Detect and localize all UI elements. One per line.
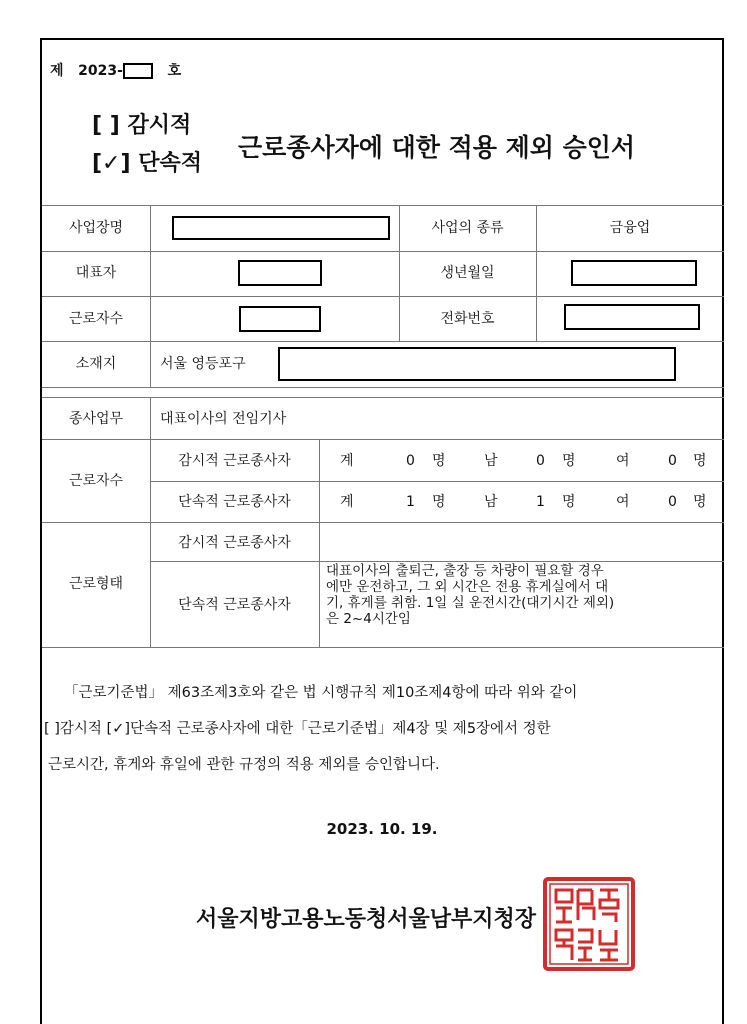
table-rule (42, 397, 724, 398)
worker-row-supervisory-male: 0 (536, 453, 545, 469)
table-rule (150, 561, 724, 562)
redacted-address (278, 347, 676, 381)
worker-row-intermittent-male-unit: 명 (562, 494, 576, 510)
table-rule (42, 439, 724, 440)
statement-line: [ ]감시적 [✓]단속적 근로종사자에 대한「근로기준법」제4장 및 제5장에서 정한 (44, 721, 551, 737)
duty-label: 종사업무 (68, 411, 124, 427)
checkbox-supervisory (92, 108, 191, 139)
duty-value: 대표이사의 전임기사 (160, 411, 287, 427)
location-label: 소재지 (75, 356, 117, 372)
doc-number-suffix: 호 (167, 63, 182, 79)
work-form-supervisory-type: 감시적 근로종사자 (178, 535, 291, 551)
worker-row-intermittent-total: 1 (406, 494, 415, 510)
work-form-line: 에만 운전하고, 그 외 시간은 전용 휴게실에서 대 (326, 579, 609, 595)
issuer-name: 서울지방고용노동청서울남부지청장 (196, 907, 537, 932)
table-rule (42, 251, 724, 252)
worker-row-intermittent-female: 0 (668, 494, 677, 510)
worker-row-intermittent-type: 단속적 근로종사자 (178, 494, 291, 510)
worker-row-intermittent-total-unit: 명 (432, 494, 446, 510)
table-rule (42, 341, 724, 342)
location-value: 서울 영등포구 (160, 356, 246, 372)
redacted-doc-number (123, 63, 153, 79)
worker-row-supervisory-male-unit: 명 (562, 453, 576, 469)
worker-row-supervisory-female-label: 여 (616, 453, 630, 469)
checkbox-supervisory-label: 감시적 (127, 113, 192, 138)
issue-date: 2023. 10. 19. (326, 820, 438, 838)
work-form-line: 대표이사의 출퇴근, 출장 등 차량이 필요할 경우 (326, 563, 604, 579)
redacted-business-name (172, 216, 390, 240)
worker-row-intermittent-male: 1 (536, 494, 545, 510)
redacted-representative (238, 260, 322, 286)
table-rule (42, 205, 724, 206)
worker-row-supervisory-male-label: 남 (484, 453, 498, 469)
business-name-label: 사업장명 (68, 220, 124, 236)
table-rule (42, 522, 724, 523)
worker-row-supervisory-female-unit: 명 (693, 453, 707, 469)
phone-label: 전화번호 (440, 311, 495, 327)
doc-number-prefix: 제 (50, 63, 64, 79)
document-page (40, 38, 724, 1024)
document-number (50, 60, 181, 80)
work-form-line: 기, 휴게를 취함. 1일 실 운전시간(대기시간 제외) (326, 595, 615, 611)
worker-row-intermittent-female-unit: 명 (693, 494, 707, 510)
redacted-birth-date (571, 260, 697, 286)
official-seal-stamp (542, 876, 636, 972)
table-rule (42, 387, 724, 388)
worker-row-supervisory-type: 감시적 근로종사자 (178, 453, 291, 469)
table-rule (42, 296, 724, 297)
table-rule (150, 481, 724, 482)
work-form-intermittent-type: 단속적 근로종사자 (178, 597, 291, 613)
worker-count-label: 근로자수 (68, 473, 124, 489)
business-type-value: 금융업 (609, 220, 651, 236)
worker-row-supervisory-total-unit: 명 (432, 453, 446, 469)
checkbox-supervisory-mark: [ ] (92, 113, 120, 138)
checkbox-intermittent-label: 단속적 (138, 151, 202, 176)
worker-row-supervisory-total: 0 (406, 453, 415, 469)
worker-row-supervisory-female: 0 (668, 453, 677, 469)
representative-label: 대표자 (75, 265, 117, 281)
worker-total-label: 근로자수 (68, 311, 124, 327)
document-title: 근로종사자에 대한 적용 제외 승인서 (238, 133, 636, 162)
statement-line: 「근로기준법」 제63조제3호와 같은 법 시행규칙 제10조제4항에 따라 위와 같이 (64, 685, 578, 701)
checkbox-intermittent (92, 146, 202, 177)
table-rule (42, 647, 724, 648)
worker-row-intermittent-male-label: 남 (484, 494, 498, 510)
worker-row-supervisory-total-label: 계 (340, 453, 354, 469)
worker-row-intermittent-female-label: 여 (616, 494, 630, 510)
business-type-label: 사업의 종류 (431, 220, 504, 236)
table-rule (150, 205, 151, 387)
statement-line: 근로시간, 휴게와 휴일에 관한 규정의 적용 제외를 승인합니다. (48, 757, 440, 773)
redacted-worker-total (239, 306, 321, 332)
worker-row-intermittent-total-label: 계 (340, 494, 354, 510)
redacted-phone (564, 304, 700, 330)
work-form-line: 은 2~4시간임 (326, 611, 411, 627)
birth-date-label: 생년월일 (440, 265, 495, 281)
work-form-label: 근로형태 (68, 576, 124, 592)
checkbox-intermittent-mark: [✓] (92, 151, 131, 176)
table-rule (319, 439, 320, 647)
doc-number-year: 2023- (78, 63, 123, 79)
